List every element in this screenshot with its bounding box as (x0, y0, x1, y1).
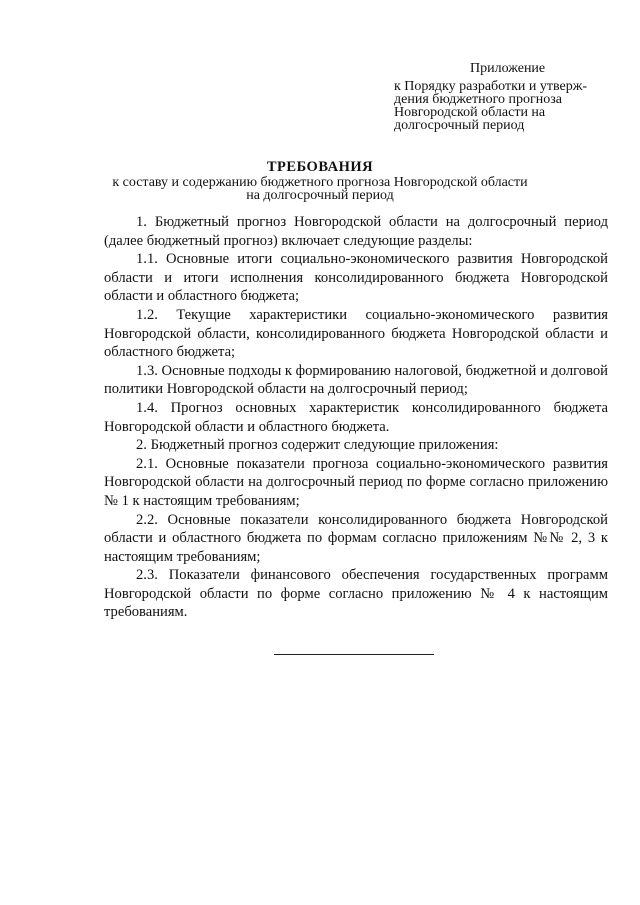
paragraph-2: 2. Бюджетный прогноз содержит следующие приложения: (136, 437, 499, 454)
annex-line: к Порядку разработки и утверж- (394, 79, 588, 94)
paragraph-2-2: 2.2. Основные показатели консолидированного бюджета Новгородской области и областного бюджета по формам согласно приложениям №№ 2, 3 к настоящим требованиям; (104, 511, 608, 565)
annex-line: дения бюджетного прогноза (394, 92, 562, 107)
document-title: ТРЕБОВАНИЯ (266, 159, 374, 175)
paragraph-2-1: 2.1. Основные показатели прогноза социально-экономического развития Новгородской области на долгосрочный период по форме согласно приложению № 1 к настоящим требованиям; (104, 455, 608, 509)
annex-title: Приложение (470, 61, 546, 76)
subtitle-line: к составу и содержанию бюджетного прогноза Новгородской области (112, 175, 528, 190)
paragraph-1-2: 1.2. Текущие характеристики социально-экономического развития Новгородской области, консолидированного бюджета Новгородской области и областного бюджета; (104, 306, 608, 361)
annex-reference (394, 80, 624, 132)
paragraph-1: 1. Бюджетный прогноз Новгородской области на долгосрочный период (далее бюджетный прогноз) включает следующие разделы: (104, 214, 608, 249)
subtitle-line: на долгосрочный период (246, 188, 394, 203)
paragraph-1-4: 1.4. Прогноз основных характеристик консолидированного бюджета Новгородской области и областного бюджета. (104, 399, 608, 435)
annex-line: долгосрочный период (394, 118, 525, 133)
document-body (104, 213, 608, 622)
paragraph-1-3: 1.3. Основные подходы к формированию налоговой, бюджетной и долговой политики Новгородской области на долгосрочный период; (104, 362, 608, 398)
paragraph-1-1: 1.1. Основные итоги социально-экономического развития Новгородской области и итоги исполнения консолидированного бюджета Новгородской области и областного бюджета; (104, 251, 608, 305)
annex-line: Новгородской области на (394, 105, 546, 120)
paragraph-2-3: 2.3. Показатели финансового обеспечения государственных программ Новгородской области по форме согласно приложению № 4 к настоящим требованиям. (104, 567, 608, 621)
document-subtitle (0, 176, 640, 202)
closing-rule (274, 654, 434, 655)
